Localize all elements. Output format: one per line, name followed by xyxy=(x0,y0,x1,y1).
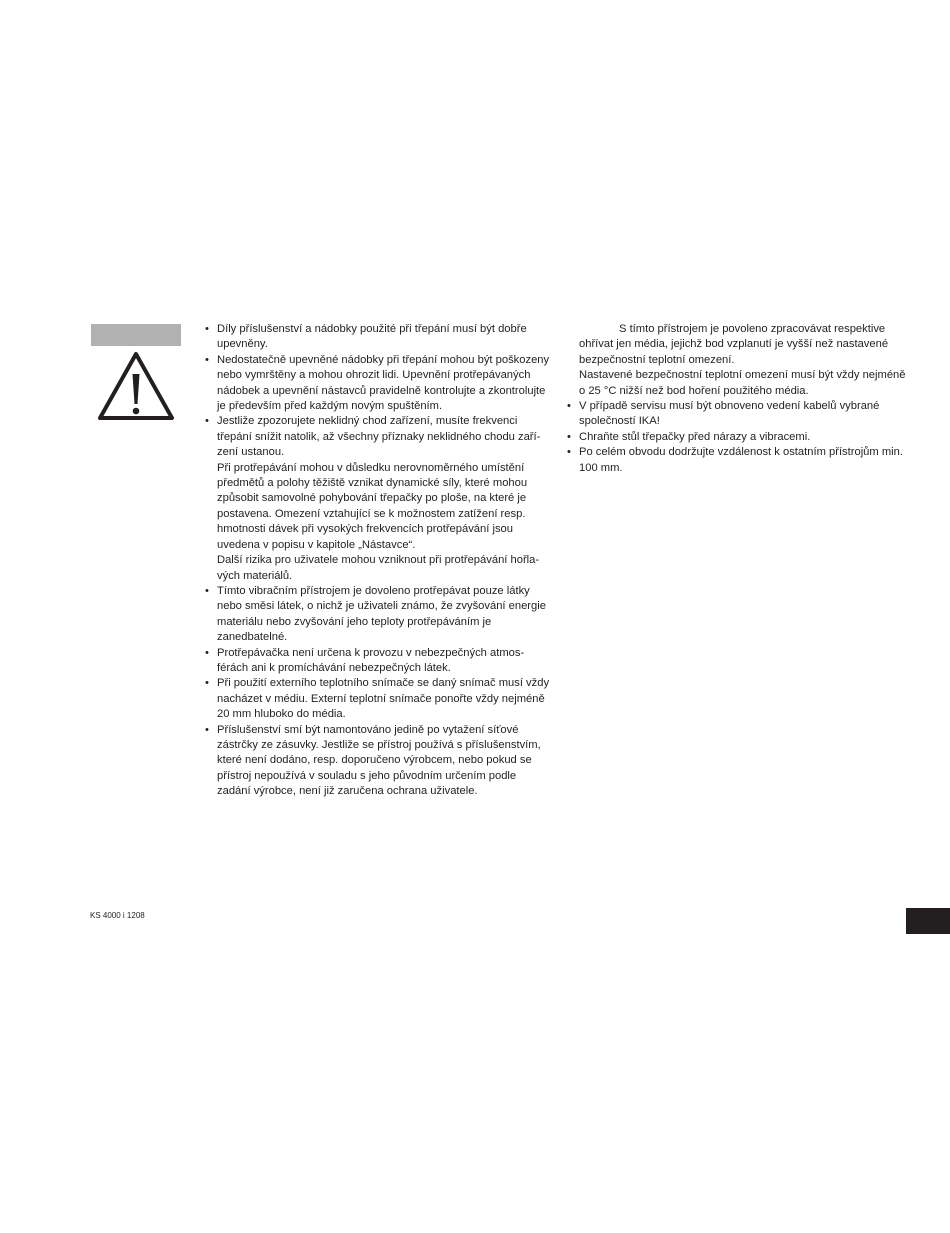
intro-paragraph: S tímto přístrojem je povoleno zpracovávat respektive ohřívat jen média, jejichž bod vzplanutí je vyšší než nastavené bezpečnostní teplotní omezení. xyxy=(579,323,889,366)
item-text: • Protřepávačka není určena k provozu v nebezpečných atmosférách ani k promíchávání nebezpečných látek. xyxy=(217,646,525,674)
safety-list xyxy=(205,322,550,800)
safety-item xyxy=(567,399,907,430)
safety-item xyxy=(567,430,907,445)
warning-triangle-icon xyxy=(96,350,176,422)
item-text: • Díly příslušenství a nádobky použité při třepání musí být dobře upevněny. xyxy=(217,323,527,351)
safety-item xyxy=(205,723,550,800)
item-text: • Tímto vibračním přístrojem je dovoleno protřepávat pouze látky nebo směsi látek, o nichž je uživateli známo, že zvyšování energie materiálu nebo zvyšování jeho teploty protřepáváním je zanedbatelné. xyxy=(217,584,546,644)
item-text: • V případě servisu musí být obnoveno vedení kabelů vybrané společností IKA! xyxy=(579,400,880,428)
right-column xyxy=(567,322,907,476)
item-text: • Příslušenství smí být namontováno jedině po vytažení síťové zástrčky ze zásuvky. Jestliže se přístroj používá s příslušenstvím, které není dodáno, resp. doporučeno výrobcem, nebo pokud se přístroj nepoužívá v souladu s jeho původním určením podle zadání výrobce, není již zaručena ochrana uživatele. xyxy=(217,723,541,798)
page-tab-marker xyxy=(906,908,950,934)
left-column xyxy=(205,322,550,800)
intro-paragraph: Nastavené bezpečnostní teplotní omezení musí být vždy nejméně o 25 °C nižší než bod hoření použitého média. xyxy=(579,369,906,397)
safety-list xyxy=(567,399,907,476)
safety-item xyxy=(205,353,550,415)
safety-item xyxy=(567,445,907,476)
document-code: KS 4000 i 1208 xyxy=(90,911,145,920)
safety-item xyxy=(205,646,550,677)
safety-item xyxy=(205,414,550,583)
warning-header-bar xyxy=(91,324,181,346)
item-text: • Chraňte stůl třepačky před nárazy a vibracemi. xyxy=(579,430,811,443)
safety-item xyxy=(205,676,550,722)
safety-item xyxy=(205,584,550,646)
item-text: • Při použití externího teplotního snímače se daný snímač musí vždy nacházet v médiu. Externí teplotní snímače ponořte vždy nejméně 20 mm hluboko do média. xyxy=(217,677,550,721)
safety-item xyxy=(205,322,550,353)
item-text: Další rizika pro uživatele mohou vzniknout při protřepávání hořlavých materiálů. xyxy=(217,554,540,582)
item-text: • Jestliže zpozorujete neklidný chod zařízení, musíte frekvenci třepání snížit natolik, až všechny příznaky neklidného chodu zařízení ustanou. xyxy=(217,415,541,459)
item-text: Při protřepávání mohou v důsledku nerovnoměrného umístění předmětů a polohy těžiště vznikat dynamické síly, které mohou způsobit samovolné pohybování třepačky po ploše, na které je postavena. Omezení vztahující se k možnostem zatížení resp. hmotnosti dávek při vysokých frekvencích protřepávání jsou uvedena v popisu v kapitole „Nástavce“. xyxy=(217,461,528,551)
item-text: • Po celém obvodu dodržujte vzdálenost k ostatním přístrojům min. 100 mm. xyxy=(579,446,903,474)
item-text: • Nedostatečně upevněné nádobky při třepání mohou být poškozeny nebo vymrštěny a mohou ohrozit lidi. Upevnění protřepávaných nádobek a upevnění nástavců pravidelně kontrolujte a zkontrolujte je především před každým novým spuštěním. xyxy=(217,353,550,413)
